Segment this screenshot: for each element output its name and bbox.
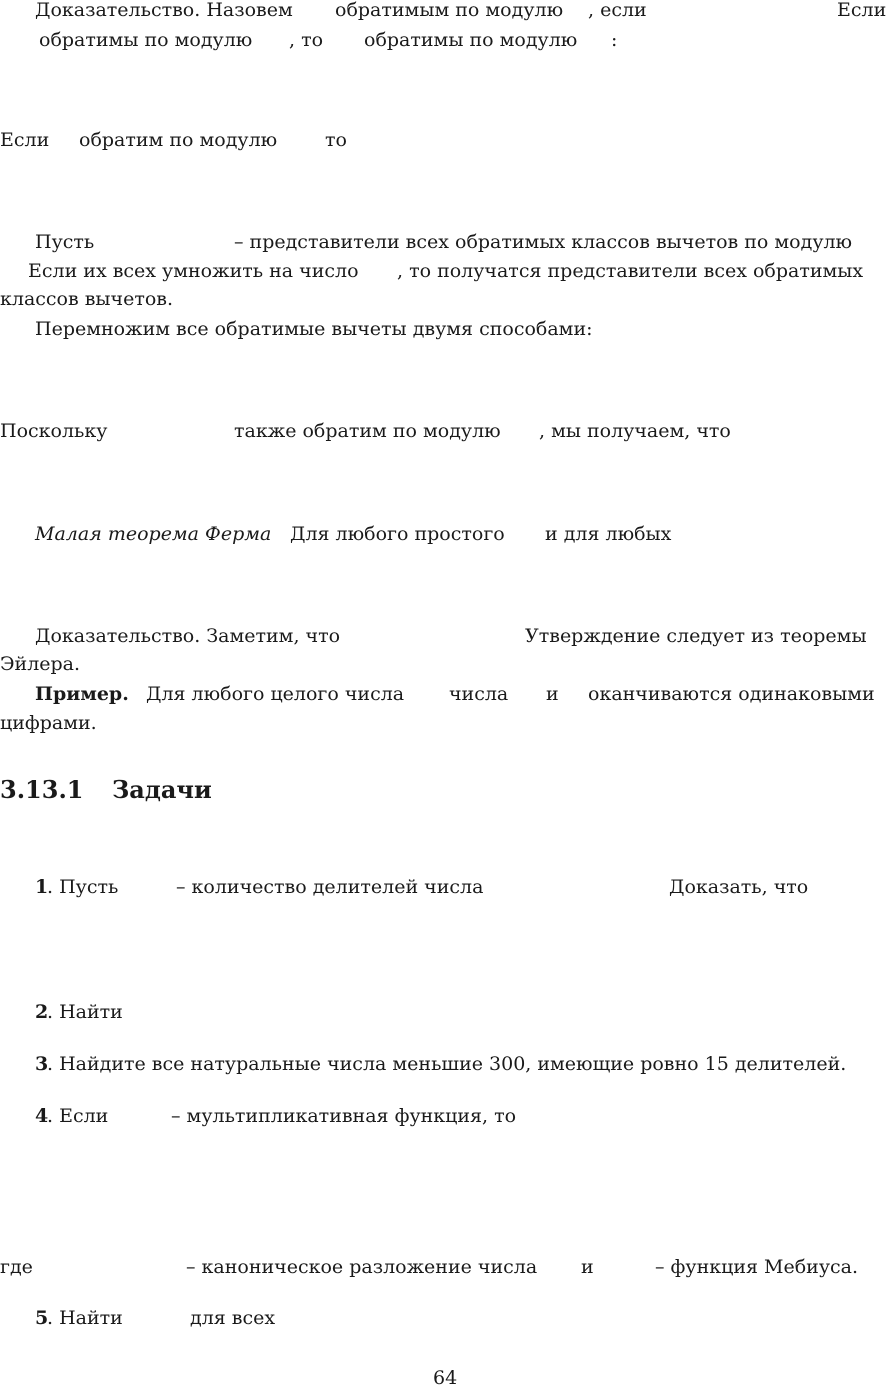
task-text: . Найдите все натуральные числа меньшие 300, имеющие ровно 15 делителей.: [47, 1053, 847, 1075]
task-text: Доказать, что: [669, 876, 809, 898]
paragraph-text: , то получатся представители всех обратимых: [397, 260, 864, 282]
theorem-text: и для любых: [545, 523, 672, 545]
paragraph-text: Если их всех умножить на число: [28, 260, 359, 282]
task-text: – количество делителей числа: [176, 876, 484, 898]
theorem-text: Для любого простого: [290, 523, 505, 545]
task-text: . Если: [47, 1105, 109, 1127]
task-number: 1: [35, 876, 49, 898]
inverse-text: обратим по модулю: [79, 129, 278, 151]
page-number: 64: [433, 1367, 458, 1389]
proof1-text: Доказательство. Назовем: [35, 0, 293, 21]
task-text: – мультипликативная функция, то: [171, 1105, 517, 1127]
where-text: – каноническое разложение числа: [186, 1256, 538, 1278]
example-label: Пример.: [35, 683, 129, 705]
task-number: 2: [35, 1001, 49, 1023]
proof1-text: обратимы по модулю: [39, 29, 253, 51]
proof2-text: Доказательство. Заметим, что: [35, 625, 341, 647]
paragraph-text: Перемножим все обратимые вычеты двумя способами:: [35, 318, 593, 340]
section-title: Задачи: [112, 775, 212, 804]
proof2-text: Утверждение следует из теоремы: [525, 625, 867, 647]
example-text: цифрами.: [0, 712, 97, 734]
proof2-text: Эйлера.: [0, 653, 81, 675]
proof1-text: обратимым по модулю: [335, 0, 564, 21]
task-text: . Найти: [47, 1001, 123, 1023]
section-number: 3.13.1: [0, 775, 84, 804]
proof1-text: Если: [837, 0, 887, 21]
where-text: – функция Мебиуса.: [655, 1256, 859, 1278]
where-text: и: [581, 1256, 594, 1278]
task-text: . Найти: [47, 1307, 123, 1329]
task-text: . Пусть: [47, 876, 119, 898]
proof1-text: , если: [588, 0, 647, 21]
task-number: 3: [35, 1053, 49, 1075]
example-text: оканчиваются одинаковыми: [588, 683, 875, 705]
inverse-text: то: [325, 129, 347, 151]
paragraph-text: – представители всех обратимых классов вычетов по модулю: [234, 231, 853, 253]
theorem-name: Малая теорема Ферма: [35, 523, 272, 545]
example-text: и: [546, 683, 559, 705]
paragraph-text: Пусть: [35, 231, 95, 253]
example-text: числа: [449, 683, 509, 705]
task-text: для всех: [190, 1307, 276, 1329]
proof1-text: обратимы по модулю: [364, 29, 578, 51]
proof1-text: , то: [289, 29, 324, 51]
since-text: , мы получаем, что: [539, 420, 731, 442]
paragraph-text: классов вычетов.: [0, 288, 174, 310]
example-text: Для любого целого числа: [146, 683, 405, 705]
where-text: где: [0, 1256, 33, 1278]
since-text: также обратим по модулю: [234, 420, 501, 442]
since-text: Поскольку: [0, 420, 108, 442]
proof1-text: :: [611, 29, 618, 51]
task-number: 4: [35, 1105, 49, 1127]
task-number: 5: [35, 1307, 49, 1329]
inverse-text: Если: [0, 129, 50, 151]
